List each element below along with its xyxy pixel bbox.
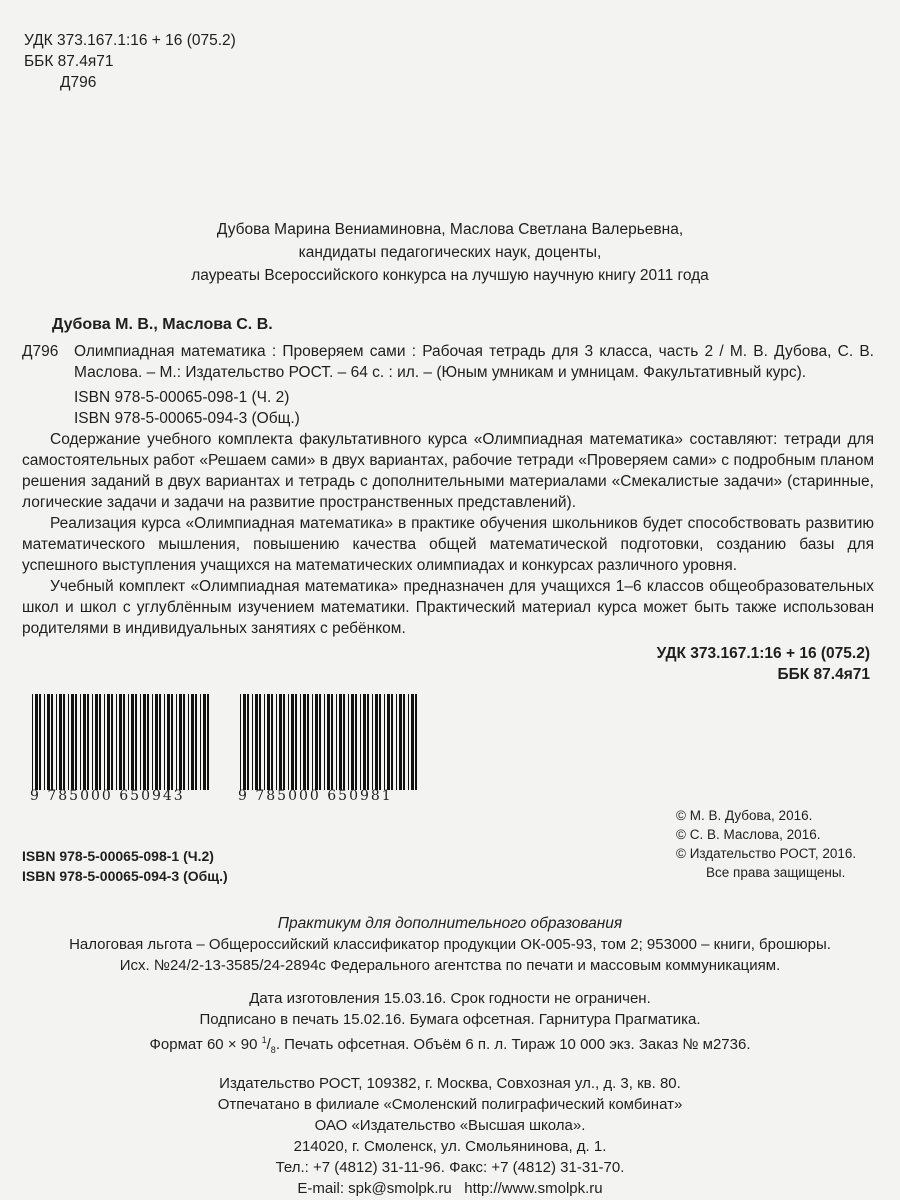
barcode-right [238,694,424,804]
barcode-bar [32,694,33,790]
barcode-bar [372,694,373,790]
publisher-address: Издательство РОСТ, 109382, г. Москва, Совхозная ул., д. 3, кв. 80. [219,1075,681,1092]
top-classification-codes [24,30,236,93]
barcode-bar [51,694,53,790]
barcode-bar [259,694,261,790]
barcode-bar [68,694,69,790]
barcode-bar [411,694,414,790]
barcode-bar [59,694,62,790]
tax-info: Налоговая льгота – Общероссийский классификатор продукции ОК-005-93, том 2; 953000 – книги, брошюры. [69,936,831,953]
barcode-bar [267,694,270,790]
authors-info [0,218,900,287]
bbk-code: ББК 87.4я71 [24,53,114,70]
copyright-publisher: © Издательство РОСТ, 2016. [676,846,857,861]
barcode-bar [183,694,185,790]
barcode-bar [107,694,110,790]
copyright-maslova: © С. В. Маслова, 2016. [676,827,821,842]
barcode-right-digits: 9 785000 650981 [238,788,393,804]
barcode-bar [276,694,277,790]
barcode-bar [116,694,117,790]
practicum-label: Практикум для дополнительного образования [277,915,623,932]
barcode-bar [408,694,409,790]
abstract-paragraph-3: Учебный комплект «Олимпиадная математика» предназначен для учащихся 1–6 классов общеобразовательных школ и школ с углублённым изучением математики. Практический материал курса может быть также использован родителями в индивидуальных занятиях с ребёнком. [22,578,874,637]
barcode-bar [191,694,194,790]
barcode-bar [203,694,206,790]
barcode-bar [283,694,285,790]
barcode-bar [247,694,249,790]
barcode-bar [99,694,101,790]
signed-to-print: Подписано в печать 15.02.16. Бумага офсетная. Гарнитура Прагматика. [199,1011,701,1028]
barcode-bar [131,694,134,790]
bbk-code-right: ББК 87.4я71 [777,666,870,683]
isbn-set: ISBN 978-5-00065-094-3 (Общ.) [22,868,228,884]
barcode-bar [83,694,86,790]
barcode-bar [379,694,381,790]
barcode-bar [327,694,330,790]
barcode-bar [35,694,38,790]
copyright-block [676,806,856,882]
barcode-bar [348,694,349,790]
barcode-left [30,694,216,804]
barcode-bar [80,694,81,790]
barcode-bar [104,694,105,790]
barcode-bar [315,694,318,790]
outgoing-number: Исх. №24/2-13-3585/24-2894с Федерального агентства по печати и массовым коммуникациям. [119,957,781,974]
barcode-bar [176,694,177,790]
bib-authors: Дубова М. В., Маслова С. В. [52,316,273,333]
barcode-bar [240,694,241,790]
barcode-bar [47,694,50,790]
barcode-bar [95,694,98,790]
barcode-bar [384,694,385,790]
imprint-block [0,913,900,1199]
bib-isbn-2: ISBN 978-5-00065-094-3 (Общ.) [74,410,300,427]
barcode-bar [312,694,313,790]
authors-awards: лауреаты Всероссийского конкурса на лучшую научную книгу 2011 года [191,267,709,284]
printer-email: E-mail: spk@smolpk.ru http://www.smolpk.ru [297,1180,603,1197]
isbn-block [22,846,228,886]
barcode-bar [375,694,378,790]
barcode-bar [171,694,173,790]
barcode-bar [288,694,289,790]
barcode-bar [360,694,361,790]
authors-degrees: кандидаты педагогических наук, доценты, [298,244,602,261]
barcode-bar [291,694,294,790]
barcode-bar [179,694,182,790]
barcode-bar [111,694,113,790]
barcode-bar [255,694,258,790]
printer-company: ОАО «Издательство «Высшая школа». [314,1117,586,1134]
barcode-bar [164,694,165,790]
barcode-bar [207,694,209,790]
printed-at: Отпечатано в филиале «Смоленский полиграфический комбинат» [217,1096,683,1113]
copyright-dubova: © М. В. Дубова, 2016. [676,808,813,823]
barcode-bar [123,694,125,790]
barcode-bar [307,694,309,790]
barcode-bar [336,694,337,790]
barcode-bar [128,694,129,790]
barcode-bar [279,694,282,790]
bib-codes-right [22,643,874,685]
barcode-bar [143,694,146,790]
barcode-bar [319,694,321,790]
manufacture-date: Дата изготовления 15.03.16. Срок годности не ограничен. [249,990,651,1007]
barcode-bar [188,694,189,790]
format-denominator: 8 [270,1045,276,1055]
format-prefix: Формат 60 × 90 [149,1036,262,1053]
abstract-paragraph-1: Содержание учебного комплекта факультативного курса «Олимпиадная математика» составляют: тетради для самостоятельных работ «Решаем сами» в двух вариантах, рабочие тетради «Проверяем сами» с подробным планом решения заданий в двух вариантах и тетрадь с дополнительными материалами «Смекалистые задачи» (старинные, логические задачи и задачи на развитие пространственных представлений). [22,431,874,511]
printer-phone: Тел.: +7 (4812) 31-11-96. Факс: +7 (4812) 31-31-70. [275,1159,625,1176]
barcode-bar [140,694,141,790]
barcode-bar [119,694,122,790]
udk-code: УДК 373.167.1:16 + 16 (075.2) [24,32,236,49]
bib-isbn-1: ISBN 978-5-00065-098-1 (Ч. 2) [74,389,290,406]
bib-entry [22,341,874,383]
barcode-right-bars [238,694,424,790]
abstract-paragraph-2: Реализация курса «Олимпиадная математика» в практике обучения школьников будет способствовать развитию математического мышления, повышению качества общей математической подготовки, созданию базы для успешного выступления учащихся на математических олимпиадах и конкурсах различного уровня. [22,515,874,574]
barcode-bar [271,694,273,790]
barcode-bar [155,694,158,790]
barcode-bar [324,694,325,790]
barcode-left-digits: 9 785000 650943 [30,788,185,804]
barcode-bar [343,694,345,790]
barcode-bar [39,694,41,790]
barcode-bar [367,694,369,790]
bibliographic-record [22,314,874,685]
bib-code: Д796 [22,343,59,360]
format-line: Формат 60 × 90 $^1/_8$. Печать офсетная. Объём 6 п. л. Тираж 10 000 экз. Заказ № м2736. [149,1035,751,1055]
barcode-bar [300,694,301,790]
barcode-bar [399,694,402,790]
barcode-bar [252,694,253,790]
barcode-bar [44,694,45,790]
barcode-bar [135,694,137,790]
barcode-bar [147,694,149,790]
barcode-bar [387,694,390,790]
barcode-bar [159,694,161,790]
barcode-bar [351,694,354,790]
format-numerator: 1 [261,1035,267,1045]
barcode-bar [391,694,393,790]
barcode-bar [363,694,366,790]
barcode-bar [63,694,65,790]
barcode-bar [403,694,405,790]
barcode-bar [396,694,397,790]
barcode-bar [56,694,57,790]
authors-names: Дубова Марина Вениаминовна, Маслова Светлана Валерьевна, [216,221,684,238]
barcode-bar [92,694,93,790]
all-rights-reserved: Все права защищены. [706,865,846,880]
barcode-bar [152,694,153,790]
isbn-part: ISBN 978-5-00065-098-1 (Ч.2) [22,848,214,864]
format-suffix: . Печать офсетная. Объём 6 п. л. Тираж 10 000 экз. Заказ № м2736. [275,1036,751,1053]
barcode-bar [75,694,77,790]
udk-code-right: УДК 373.167.1:16 + 16 (075.2) [656,645,870,662]
barcode-bar [200,694,201,790]
barcode-bar [243,694,246,790]
barcode-bar [167,694,170,790]
barcode-bar [303,694,306,790]
barcode-bar [339,694,342,790]
barcode-bar [295,694,297,790]
barcode-bar [195,694,197,790]
barcode-bar [415,694,417,790]
barcode-bar [87,694,89,790]
printer-address: 214020, г. Смоленск, ул. Смольянинова, д. 1. [293,1138,607,1155]
barcode-bar [331,694,333,790]
barcode-bar [355,694,357,790]
barcode-left-bars [30,694,216,790]
barcode-bar [264,694,265,790]
author-mark: Д796 [60,74,97,91]
bib-description: Олимпиадная математика : Проверяем сами : Рабочая тетрадь для 3 класса, часть 2 / М. В. Дубова, С. В. Маслова. – М.: Издательство РОСТ. – 64 с. : ил. – (Юным умникам и умницам. Факультативный курс). [74,343,874,381]
barcode-bar [71,694,74,790]
